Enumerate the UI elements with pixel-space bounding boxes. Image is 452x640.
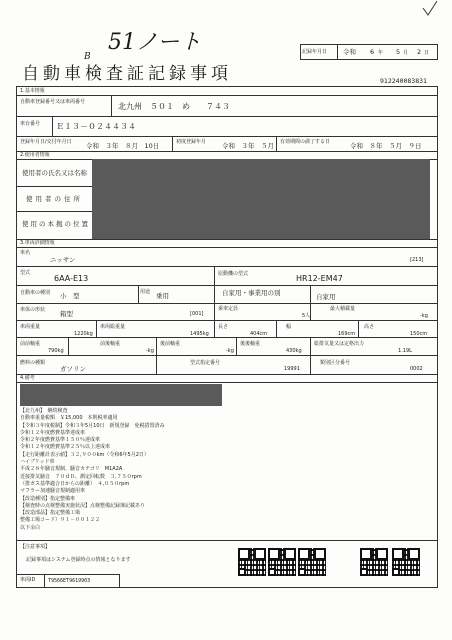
model-value: 6AA-E13 (54, 274, 89, 283)
registration-date-value: 令和 ３年 ８月 10日 (86, 142, 160, 150)
category-number-label: 類別区分番号 (320, 360, 351, 366)
usage-type-label: 自家用・事業用の別 (222, 289, 281, 297)
qr-code-3 (298, 548, 326, 576)
user-name-label: 使用者の氏名又は名称 (22, 169, 87, 177)
handwritten-letter: B (84, 52, 91, 62)
fuel-type-label: 燃料の種類 (20, 360, 46, 366)
redacted-user-info (92, 159, 430, 239)
document-number: 912240083831 (380, 77, 427, 85)
front-rear-axle-label: 前後軸重 (100, 341, 121, 347)
first-registration-label: 初度登録年月 (176, 139, 207, 145)
vehicle-id-label: 車両ID (20, 577, 36, 583)
record-date-era: 令和 (343, 48, 356, 56)
note-line: （排ガス基準適合日からの距離） ４,０５０rpm (20, 480, 130, 487)
rear-rear-axle-value: 430kg (286, 348, 302, 354)
vehicle-weight-label: 車両重量 (20, 324, 41, 330)
capacity-value: 5人 (302, 313, 311, 319)
registration-number-value: 北九州 ５０１ め ７４３ (118, 102, 230, 111)
notice-text: 記録事項はシステム登録時点の情報となります (26, 557, 131, 563)
note-line: 【令和３年度税制】令和３年5月10日 新規登録 免税措置済み (20, 422, 165, 429)
note-line: 【検査時の点検整備実施状況】点検整備記録簿記載あり (20, 502, 146, 509)
gross-weight-value: 1495kg (190, 331, 209, 337)
section-basic-heading: 1.基本情報 (20, 88, 45, 94)
registration-number-label: 自動車登録番号又は車両番号 (20, 99, 86, 105)
note-line: 令和１２年度燃費基準２５％以上達成車 (20, 444, 111, 451)
expiry-date-value: 令和 ８年 ５月 ９日 (350, 142, 422, 150)
section-notes-heading: 4.備考 (20, 375, 35, 381)
note-line: ハイブリッド車 (20, 459, 55, 466)
maker-code: [213] (410, 257, 424, 263)
chassis-number-value: Ｅ１３－０２４４３４ (56, 122, 136, 131)
notice-label: 【注意事項】 (20, 544, 51, 550)
qr-code-4 (360, 548, 388, 576)
use-value: 乗用 (156, 292, 169, 300)
section-user-heading: 2.使用者情報 (20, 152, 50, 158)
note-line: 近接排気騒音 ７０ｄＢ、測定回転数 ３,７５０rpm (20, 473, 142, 480)
fuel-type-value: ガソリン (60, 365, 86, 373)
width-label: 幅 (286, 324, 292, 330)
front-rear-axle-value: -kg (146, 348, 154, 354)
registration-date-label: 登録年月日/交付年月日 (20, 139, 72, 145)
note-line: 【改造部品】指定整備工場 (20, 510, 81, 517)
model-label: 型式 (20, 270, 31, 276)
vehicle-kind-value: 小 型 (60, 292, 80, 300)
user-address-label: 使用者の住所 (26, 195, 83, 203)
section-vehicle-heading: 3.車両詳細情報 (20, 240, 55, 246)
length-label: 長さ (218, 324, 229, 330)
chassis-number-label: 車台番号 (20, 121, 41, 127)
body-shape-label: 車体の形状 (20, 307, 46, 313)
displacement-label: 総排気量又は定格出力 (314, 341, 365, 347)
rear-front-axle-label: 後前軸重 (160, 341, 181, 347)
redacted-notes (20, 384, 222, 406)
model-spec-number-label: 型式指定番号 (190, 360, 221, 366)
engine-model-value: HR12-EM47 (296, 274, 343, 283)
vehicle-kind-label: 自動車の種別 (20, 290, 51, 296)
rear-front-axle-value: -kg (226, 348, 234, 354)
qr-code-5 (392, 548, 420, 576)
note-line: 令和２年度燃費基準１５０％達成車 (20, 437, 101, 444)
width-value: 169cm (338, 331, 356, 337)
record-date-month: 5 (396, 48, 401, 56)
note-line: 【改造種別】指定整備車 (20, 495, 76, 502)
note-line: 平成２８年騒音規制、騒音カテゴリ M1A2A (20, 466, 123, 473)
first-registration-value: 令和 ３年 ５月 (222, 142, 274, 150)
note-line: 【走行距離計表示値】３２,９００km（令和6年5月2日） (20, 451, 149, 458)
base-location-label: 使用の本拠の位置 (22, 220, 90, 228)
capacity-label: 乗車定員 (218, 306, 239, 312)
category-number-value: 0002 (410, 366, 423, 372)
note-line: 自動車重量税額 ￥15,000 本則税率適用 (20, 415, 118, 422)
page-title: 自動車検査証記録事項 (22, 64, 232, 84)
maker-label: 車名 (20, 250, 31, 256)
max-load-label: 最大積載量 (330, 306, 356, 312)
vehicle-id-value: T9566ET9619903 (48, 578, 91, 584)
height-value: 150cm (410, 331, 428, 337)
body-shape-value: 箱型 (60, 310, 73, 318)
front-front-axle-value: 790kg (48, 348, 64, 354)
front-front-axle-label: 前前軸重 (20, 341, 41, 347)
displacement-value: 1.19L (398, 348, 412, 354)
model-spec-number-value: 19991 (284, 366, 300, 372)
body-shape-code: [001] (190, 311, 204, 317)
notes-list (20, 409, 250, 533)
record-date-year: 6 (370, 48, 375, 56)
note-line: 以下余白 (20, 524, 41, 531)
handwritten-note: 51ノート (108, 30, 202, 55)
engine-model-label: 原動機の型式 (218, 271, 249, 277)
length-value: 404cm (250, 331, 268, 337)
note-line: マフラー加速騒音規制適用車 (20, 488, 86, 495)
record-date-day: 2 (417, 48, 422, 56)
use-label: 用途 (140, 289, 151, 295)
check-mark-icon (420, 0, 440, 20)
record-date-label: 記録年月日 (302, 49, 328, 55)
gross-weight-label: 車両総重量 (100, 324, 126, 330)
expiry-date-label: 有効期間の満了する日 (280, 139, 331, 145)
note-line: 【北九州】 継続検査 (20, 408, 68, 414)
rear-rear-axle-label: 後後軸重 (240, 341, 261, 347)
qr-code-2 (268, 548, 296, 576)
usage-type-value: 自家用 (316, 293, 336, 301)
qr-code-1 (238, 548, 266, 576)
maker-value: ニッサン (50, 256, 76, 264)
height-label: 高さ (364, 324, 375, 330)
note-line: 令和１２年度燃費基準達成車 (20, 429, 86, 436)
vehicle-weight-value: 1220kg (74, 331, 93, 337)
note-line: 整備工場コード）９１－００１２２ (20, 517, 101, 524)
max-load-value: -kg (420, 313, 428, 319)
